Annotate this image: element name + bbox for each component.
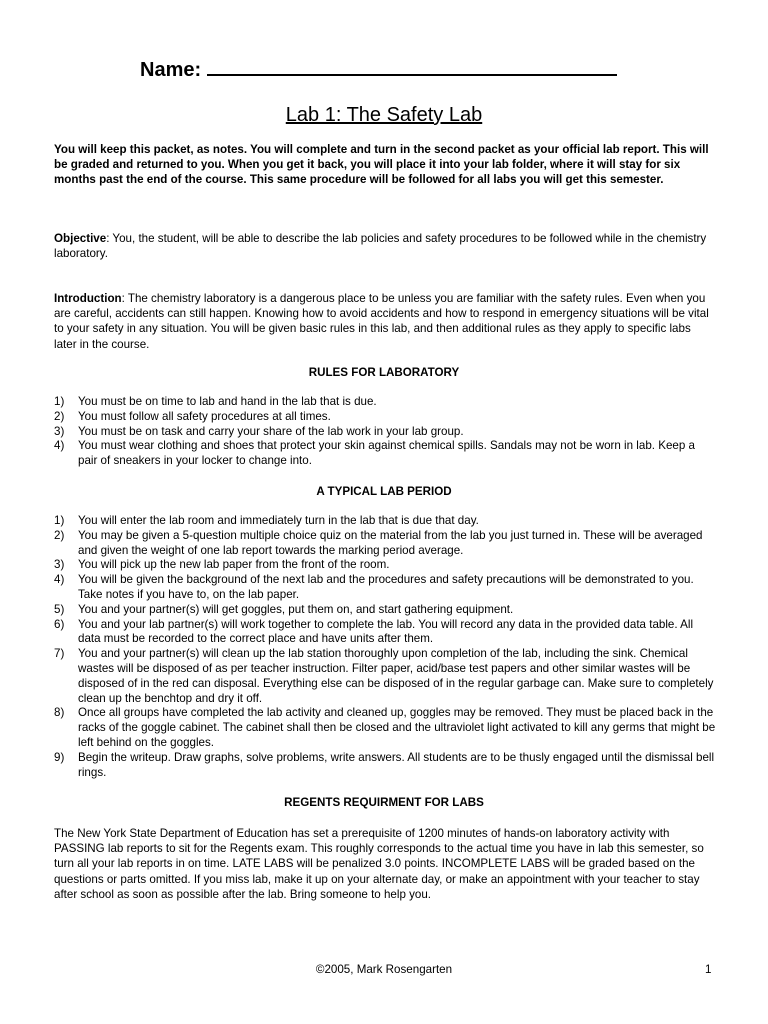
name-label: Name: [140,59,202,81]
lab-period-heading: A TYPICAL LAB PERIOD [316,485,452,498]
list-item: 1) You will enter the lab room and immediately turn in the lab that is due that day. [54,514,479,527]
list-item: 9) Begin the writeup. Draw graphs, solve problems, write answers. All students are to be thusly engaged until the dismissal bell rings. [54,750,715,779]
introduction-text: : The chemistry laboratory is a dangerous place to be unless you are familiar with the safety rules. Even when you are careful, accidents can still happen. Knowing how to avoid accidents and how to respond in emergency situations will be vital to your safety in any situation. You will be given basic rules in this lab, and then additional rules as they apply to specific labs later in the course. [54,292,709,351]
page-number: 1 [705,963,712,976]
list-item: 5) You and your partner(s) will get goggles, put them on, and start gathering equipment. [54,602,514,616]
list-item: 7) You and your partner(s) will clean up the lab station thoroughly upon completion of the lab, including the sink. Chemical wastes will be disposed of as per teacher instruction. Filter paper, acid/base test papers and other similar wastes will be disposed of in the red can disposal. Everything else can be disposed of in the regular garbage can. Make sure to completely clean up the benchtop and dry it off. [54,647,714,705]
rules-list [54,395,716,469]
regents-paragraph: The New York State Department of Education has set a prerequisite of 1200 minutes of hands-on laboratory activity with PASSING lab reports to sit for the Regents exam. This roughly corresponds to the actual time you have in lab this semester, so turn all your lab reports in on time. LATE LABS will be penalized 3.0 points. INCOMPLETE LABS will be graded based on the questions or parts omitted. If you miss lab, make it up on your alternate day, or make an appointment with your teacher to stay after school as soon as possible after the lab. Bring someone to help you. [54,827,704,901]
page-title: Lab 1: The Safety Lab [285,104,483,126]
name-blank [207,56,617,76]
regents-heading: REGENTS REQUIRMENT FOR LABS [284,796,484,809]
lab-period-list [54,514,716,780]
list-item: 2) You must follow all safety procedures at all times. [54,409,331,423]
name-field-line [140,56,617,82]
list-item: 4) You will be given the background of the next lab and the procedures and safety precautions will be demonstrated to you. Take notes if you have to, on the lab paper. [54,573,694,601]
list-item: 6) You and your lab partner(s) will work together to complete the lab. You will record any data in the provided data table. All data must be recorded to the correct place and have units after them. [54,617,694,646]
objective-paragraph [54,231,716,261]
list-item: 8) Once all groups have completed the lab activity and cleaned up, goggles may be removed. They must be placed back in the racks of the goggle cabinet. The cabinet shall then be closed and the ultraviolet light activated to kill any germs that might be left behind on the goggles. [54,706,716,749]
rules-heading: RULES FOR LABORATORY [308,366,460,379]
list-item: 1) You must be on time to lab and hand in the lab that is due. [54,395,377,408]
objective-text: : You, the student, will be able to describe the lab policies and safety procedures to be followed while in the chemistry laboratory. [54,232,707,261]
list-item: 4) You must wear clothing and shoes that protect your skin against chemical spills. Sandals may not be worn in lab. Keep a pair of sneakers in your locker to change into. [54,439,695,468]
objective-label: Objective [54,232,107,245]
packet-instructions: You will keep this packet, as notes. You will complete and turn in the second packet as your official lab report. This will be graded and returned to you. When you get it back, you will place it into your lab folder, where it will stay for six months past the end of the course. This same procedure will be followed for all labs you will get this semester. [54,143,709,187]
list-item: 3) You will pick up the new lab paper from the front of the room. [54,558,390,572]
list-item: 2) You may be given a 5-question multiple choice quiz on the material from the lab you just turned in. These will be averaged and given the weight of one lab report towards the marking period average. [54,528,703,557]
introduction-paragraph [54,291,716,352]
introduction-label: Introduction [54,292,122,305]
copyright-footer: ©2005, Mark Rosengarten [315,963,453,976]
list-item: 3) You must be on task and carry your share of the lab work in your lab group. [54,424,464,438]
